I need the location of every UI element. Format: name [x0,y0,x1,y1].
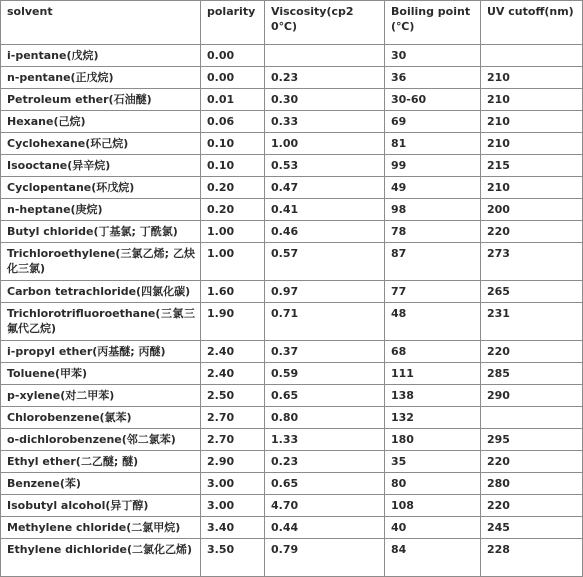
solvent-cell: Trichloroethylene(三氯乙烯; 乙炔化三氯) [1,243,201,281]
solvent-cell: Toluene(甲苯) [1,363,201,385]
polarity-cell: 1.00 [201,243,265,281]
table-row [1,363,583,385]
table-row [1,221,583,243]
solvent-cell: n-heptane(庚烷) [1,199,201,221]
table-header-row [1,1,583,45]
uv-cutoff-cell: 245 [481,517,583,539]
viscosity-cell: 0.65 [265,473,385,495]
polarity-cell: 2.50 [201,385,265,407]
solvent-cell: Ethyl ether(二乙醚; 醚) [1,451,201,473]
polarity-cell: 0.10 [201,155,265,177]
uv-cutoff-cell: 273 [481,243,583,281]
header-boiling-point: Boiling point(℃) [385,1,481,45]
solvent-cell: Ethylene dichloride(二氯化乙烯) [1,539,201,577]
boiling-point-cell: 78 [385,221,481,243]
uv-cutoff-cell: 210 [481,111,583,133]
table-body [1,45,583,577]
table-row [1,451,583,473]
boiling-point-cell: 30-60 [385,89,481,111]
viscosity-cell: 0.53 [265,155,385,177]
viscosity-cell: 0.46 [265,221,385,243]
solvent-cell: Cyclopentane(环戊烷) [1,177,201,199]
table-row [1,133,583,155]
viscosity-cell: 0.33 [265,111,385,133]
table-row [1,67,583,89]
table-row [1,89,583,111]
table-row [1,177,583,199]
uv-cutoff-cell: 220 [481,495,583,517]
polarity-cell: 3.40 [201,517,265,539]
viscosity-cell: 0.30 [265,89,385,111]
boiling-point-cell: 77 [385,281,481,303]
solvent-cell: p-xylene(对二甲苯) [1,385,201,407]
solvent-cell: Petroleum ether(石油醚) [1,89,201,111]
uv-cutoff-cell: 265 [481,281,583,303]
polarity-cell: 3.00 [201,495,265,517]
viscosity-cell: 0.71 [265,303,385,341]
uv-cutoff-cell: 210 [481,89,583,111]
table-row [1,281,583,303]
uv-cutoff-cell: 290 [481,385,583,407]
boiling-point-cell: 35 [385,451,481,473]
boiling-point-cell: 49 [385,177,481,199]
solvent-cell: Chlorobenzene(氯苯) [1,407,201,429]
polarity-cell: 0.00 [201,45,265,67]
viscosity-cell: 0.79 [265,539,385,577]
table-row [1,473,583,495]
boiling-point-cell: 40 [385,517,481,539]
table-row [1,111,583,133]
boiling-point-cell: 180 [385,429,481,451]
viscosity-cell: 0.59 [265,363,385,385]
polarity-cell: 2.90 [201,451,265,473]
viscosity-cell: 1.00 [265,133,385,155]
uv-cutoff-cell: 220 [481,451,583,473]
table-row [1,45,583,67]
polarity-cell: 0.06 [201,111,265,133]
boiling-point-cell: 36 [385,67,481,89]
viscosity-cell: 0.57 [265,243,385,281]
polarity-cell: 2.40 [201,341,265,363]
header-polarity: polarity [201,1,265,45]
polarity-cell: 0.10 [201,133,265,155]
uv-cutoff-cell: 228 [481,539,583,577]
boiling-point-cell: 99 [385,155,481,177]
solvent-cell: n-pentane(正戊烷) [1,67,201,89]
viscosity-cell: 0.41 [265,199,385,221]
solvent-cell: Trichlorotrifluoroethane(三氯三氟代乙烷) [1,303,201,341]
viscosity-cell: 0.80 [265,407,385,429]
polarity-cell: 1.00 [201,221,265,243]
boiling-point-cell: 69 [385,111,481,133]
table-row [1,303,583,341]
boiling-point-cell: 68 [385,341,481,363]
solvent-cell: o-dichlorobenzene(邻二氯苯) [1,429,201,451]
viscosity-cell: 0.44 [265,517,385,539]
table-row [1,341,583,363]
polarity-cell: 0.00 [201,67,265,89]
viscosity-cell: 0.23 [265,451,385,473]
boiling-point-cell: 30 [385,45,481,67]
solvent-cell: Methylene chloride(二氯甲烷) [1,517,201,539]
table-row [1,243,583,281]
polarity-cell: 2.70 [201,429,265,451]
table-row [1,495,583,517]
uv-cutoff-cell: 215 [481,155,583,177]
boiling-point-cell: 84 [385,539,481,577]
table-row [1,539,583,577]
polarity-cell: 2.70 [201,407,265,429]
boiling-point-cell: 98 [385,199,481,221]
table-row [1,517,583,539]
table-row [1,407,583,429]
solvent-cell: Isobutyl alcohol(异丁醇) [1,495,201,517]
uv-cutoff-cell [481,45,583,67]
polarity-cell: 1.90 [201,303,265,341]
uv-cutoff-cell: 280 [481,473,583,495]
table-row [1,199,583,221]
uv-cutoff-cell: 210 [481,177,583,199]
solvent-cell: Hexane(己烷) [1,111,201,133]
viscosity-cell: 1.33 [265,429,385,451]
table-row [1,429,583,451]
uv-cutoff-cell: 220 [481,221,583,243]
header-viscosity: Viscosity(cp20℃) [265,1,385,45]
boiling-point-cell: 108 [385,495,481,517]
uv-cutoff-cell: 200 [481,199,583,221]
boiling-point-cell: 81 [385,133,481,155]
uv-cutoff-cell: 295 [481,429,583,451]
polarity-cell: 2.40 [201,363,265,385]
viscosity-cell: 4.70 [265,495,385,517]
solvent-cell: Isooctane(异辛烷) [1,155,201,177]
solvent-cell: Carbon tetrachloride(四氯化碳) [1,281,201,303]
uv-cutoff-cell [481,407,583,429]
viscosity-cell: 0.97 [265,281,385,303]
uv-cutoff-cell: 210 [481,133,583,155]
boiling-point-cell: 48 [385,303,481,341]
boiling-point-cell: 138 [385,385,481,407]
polarity-cell: 3.50 [201,539,265,577]
viscosity-cell [265,45,385,67]
polarity-cell: 0.20 [201,199,265,221]
header-uv-cutoff: UV cutoff(nm) [481,1,583,45]
viscosity-cell: 0.23 [265,67,385,89]
solvent-cell: Cyclohexane(环己烷) [1,133,201,155]
solvent-cell: i-pentane(戊烷) [1,45,201,67]
boiling-point-cell: 132 [385,407,481,429]
table-row [1,385,583,407]
boiling-point-cell: 80 [385,473,481,495]
viscosity-cell: 0.65 [265,385,385,407]
uv-cutoff-cell: 285 [481,363,583,385]
polarity-cell: 3.00 [201,473,265,495]
viscosity-cell: 0.37 [265,341,385,363]
viscosity-cell: 0.47 [265,177,385,199]
solvent-cell: i-propyl ether(丙基醚; 丙醚) [1,341,201,363]
polarity-cell: 0.01 [201,89,265,111]
boiling-point-cell: 111 [385,363,481,385]
table-row [1,155,583,177]
solvent-cell: Benzene(苯) [1,473,201,495]
uv-cutoff-cell: 231 [481,303,583,341]
solvent-cell: Butyl chloride(丁基氯; 丁酰氯) [1,221,201,243]
polarity-cell: 1.60 [201,281,265,303]
uv-cutoff-cell: 210 [481,67,583,89]
uv-cutoff-cell: 220 [481,341,583,363]
header-solvent: solvent [1,1,201,45]
polarity-cell: 0.20 [201,177,265,199]
boiling-point-cell: 87 [385,243,481,281]
